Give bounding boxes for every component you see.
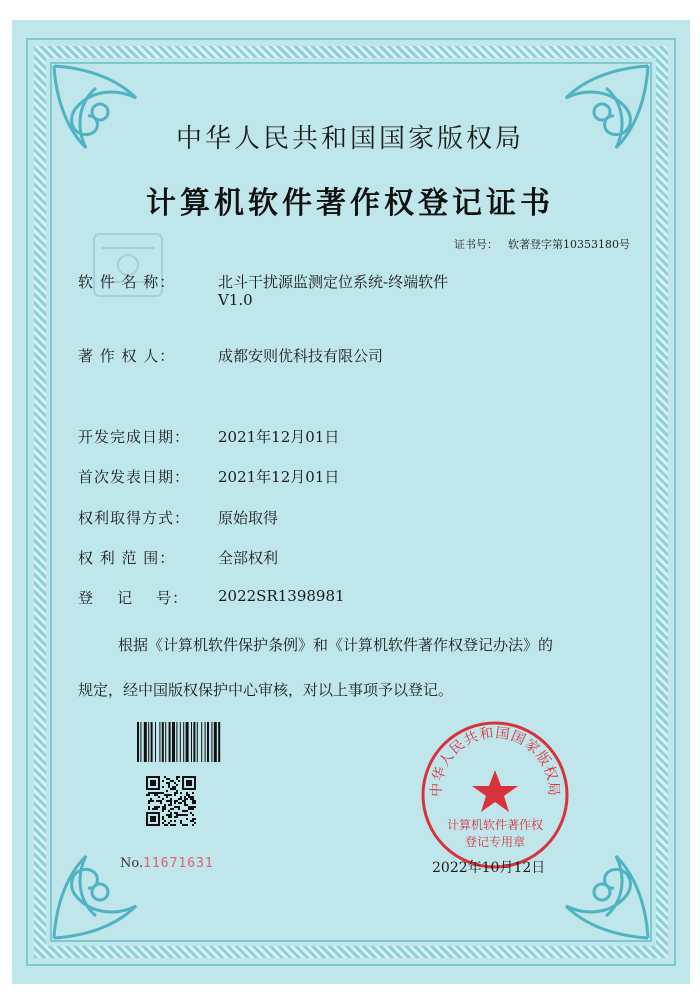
issuing-authority: 中华人民共和国国家版权局: [175, 124, 524, 154]
statement-line-1: 根据《计算机软件保护条例》和《计算机软件著作权登记办法》的: [118, 636, 554, 654]
certificate-number-label: 证书号：: [454, 238, 498, 251]
seal-line-2: 登记专用章: [464, 835, 525, 849]
software-name-label: 软 件 名 称：: [78, 273, 176, 291]
barcode: [137, 722, 241, 762]
pub-date-value: 2021年12月01日: [218, 468, 340, 486]
certificate-title: 计算机软件著作权登记证书: [146, 186, 554, 221]
seal-line-1: 计算机软件著作权: [446, 818, 543, 832]
serial-number-value: 11671631: [143, 856, 214, 871]
software-version: V1.0: [218, 291, 253, 309]
reg-no-label: 登 记 号：: [78, 589, 189, 607]
serial-prefix: No.: [120, 856, 144, 871]
owner-label: 著 作 权 人：: [78, 347, 176, 365]
dev-date-value: 2021年12月01日: [218, 428, 340, 446]
dev-date-label: 开发完成日期：: [78, 428, 191, 446]
statement-line-2: 规定，经中国版权保护中心审核，对以上事项予以登记。: [78, 681, 454, 699]
serial-number: [120, 856, 214, 871]
official-seal: [420, 720, 570, 870]
scope-value: 全部权利: [218, 549, 279, 567]
scope-label: 权 利 范 围：: [78, 549, 176, 567]
pub-date-label: 首次发表日期：: [78, 468, 191, 486]
certificate-number: [454, 236, 630, 252]
reg-no-value: 2022SR1398981: [218, 587, 345, 605]
acquire-value: 原始取得: [218, 509, 279, 527]
software-name-value: 北斗干扰源监测定位系统-终端软件: [218, 273, 449, 291]
seal-arc-text: 中华人民共和国国家版权局: [428, 725, 562, 798]
qr-code: [146, 776, 196, 826]
owner-value: 成都安则优科技有限公司: [218, 347, 384, 365]
certificate-page: [12, 20, 690, 984]
issue-date: 2022年10月12日: [432, 860, 546, 876]
certificate-number-value: 软著登字第10353180号: [508, 238, 630, 251]
acquire-label: 权利取得方式：: [78, 509, 191, 527]
